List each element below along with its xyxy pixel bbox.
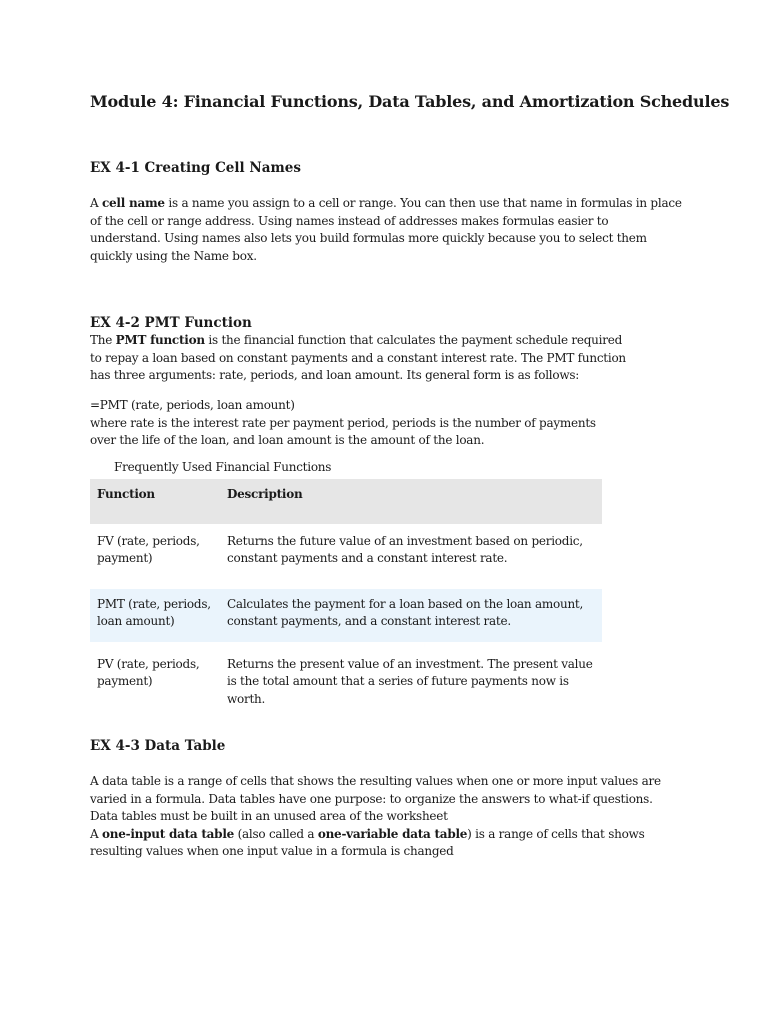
description-cell xyxy=(220,642,602,719)
paragraph-line: varied in a formula. Data tables have one purpose: to organize the answers to what-if questions. xyxy=(90,791,653,806)
paragraph-line: Data tables must be built in an unused area of the worksheet xyxy=(90,809,448,823)
cell-line: FV (rate, periods, xyxy=(97,533,200,548)
column-header-function: Function xyxy=(90,479,220,524)
table-header-row xyxy=(90,479,602,524)
table-row xyxy=(90,589,602,642)
paragraph-pmt-formula xyxy=(90,397,650,450)
paragraph-cell-names xyxy=(90,195,690,265)
paragraph-line: quickly using the Name box. xyxy=(90,248,257,263)
cell-line: Returns the future value of an investment based on periodic, xyxy=(227,533,583,548)
financial-functions-table xyxy=(90,479,602,718)
description-cell xyxy=(220,524,602,589)
table-row xyxy=(90,524,602,589)
section-heading-ex43: EX 4-3 Data Table xyxy=(90,738,226,754)
cell-line: PMT (rate, periods, xyxy=(97,596,211,611)
paragraph-line: to repay a loan based on constant payments and a constant interest rate. The PMT function xyxy=(90,350,626,365)
paragraph-line: The PMT function is the financial function that calculates the payment schedule required xyxy=(90,333,623,347)
paragraph-line: A cell name is a name you assign to a cell or range. You can then use that name in formulas in place xyxy=(90,196,682,210)
cell-line: loan amount) xyxy=(97,614,175,628)
function-cell xyxy=(90,524,220,589)
column-header-description: Description xyxy=(220,479,602,524)
cell-line: constant payments, and a constant interest rate. xyxy=(227,614,511,628)
paragraph-line: of the cell or range address. Using names instead of addresses makes formulas easier to xyxy=(90,213,609,228)
page-title: Module 4: Financial Functions, Data Tables, and Amortization Schedules xyxy=(90,92,730,111)
cell-line: payment) xyxy=(97,551,153,565)
table-caption: Frequently Used Financial Functions xyxy=(114,460,332,474)
cell-line: worth. xyxy=(227,691,266,706)
cell-line: is the total amount that a series of future payments now is xyxy=(227,674,569,688)
paragraph-pmt-function xyxy=(90,332,650,385)
table-row xyxy=(90,642,602,719)
cell-line: constant payments and a constant interest rate. xyxy=(227,551,508,565)
description-cell xyxy=(220,589,602,642)
paragraph-line: A one-input data table (also called a one-variable data table) is a range of cells that shows xyxy=(90,826,645,841)
function-cell xyxy=(90,589,220,642)
cell-line: Calculates the payment for a loan based on the loan amount, xyxy=(227,596,584,611)
paragraph-line: resulting values when one input value in a formula is changed xyxy=(90,844,454,858)
cell-line: payment) xyxy=(97,674,153,688)
paragraph-line: A data table is a range of cells that shows the resulting values when one or more input values are xyxy=(90,774,661,788)
cell-line: Returns the present value of an investment. The present value xyxy=(227,656,593,671)
formula-line: =PMT (rate, periods, loan amount) xyxy=(90,398,295,412)
paragraph-line: has three arguments: rate, periods, and loan amount. Its general form is as follows: xyxy=(90,368,580,382)
paragraph-line: where rate is the interest rate per payment period, periods is the number of payments xyxy=(90,415,596,430)
paragraph-data-table xyxy=(90,773,690,861)
paragraph-line: over the life of the loan, and loan amount is the amount of the loan. xyxy=(90,433,485,447)
cell-line: PV (rate, periods, xyxy=(97,656,200,671)
function-cell xyxy=(90,642,220,719)
section-heading-ex42: EX 4-2 PMT Function xyxy=(90,315,252,331)
section-heading-ex41: EX 4-1 Creating Cell Names xyxy=(90,160,301,176)
paragraph-line: understand. Using names also lets you build formulas more quickly because you to select them xyxy=(90,231,647,245)
